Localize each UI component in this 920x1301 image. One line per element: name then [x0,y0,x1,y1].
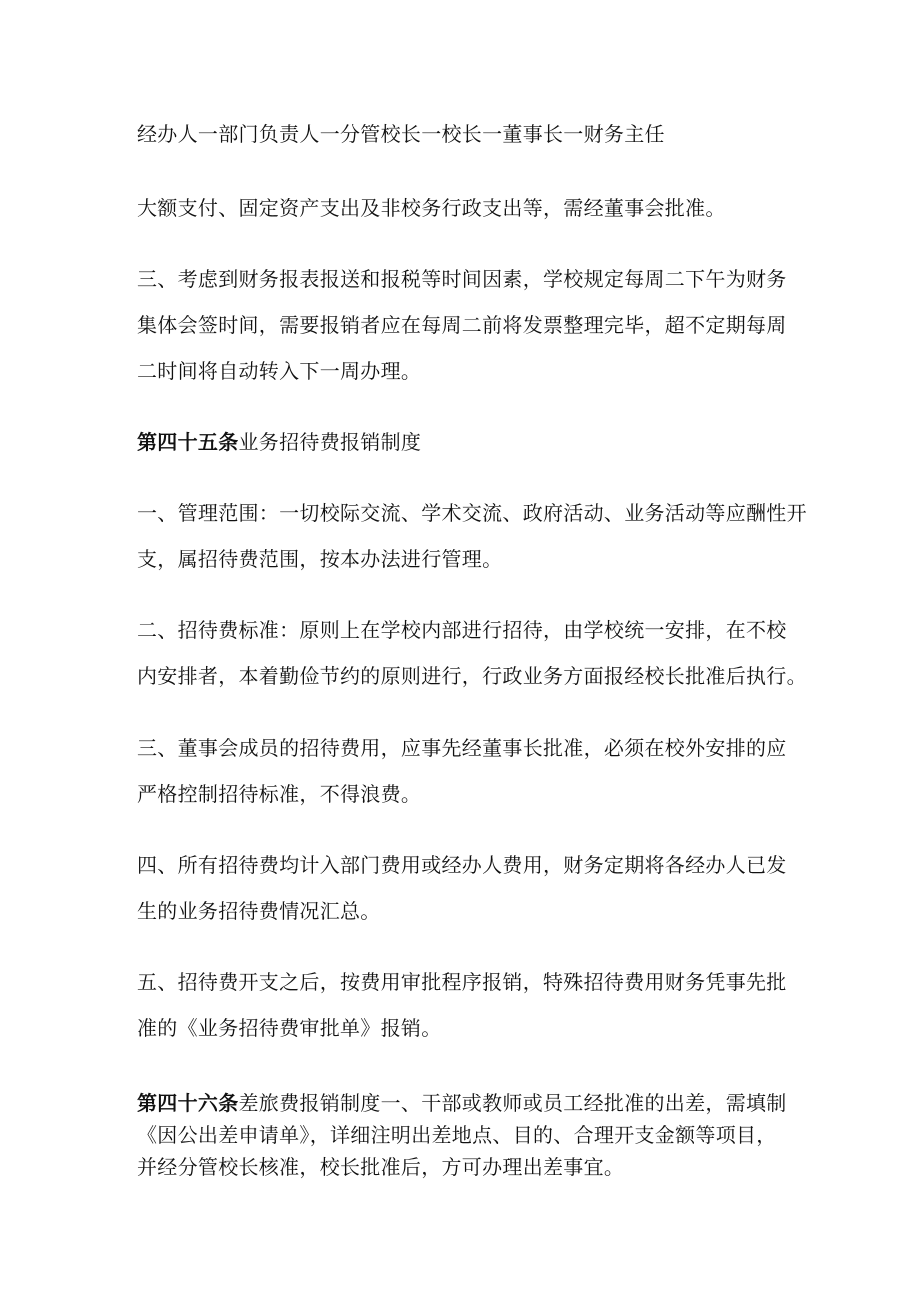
text-line: 严格控制招待标准，不得浪费。 [137,782,422,806]
text-line: 内安排者，本着勤俭节约的原则进行，行政业务方面报经校长批准后执行。 [137,664,807,688]
text-line: 准的《业务招待费审批单》报销。 [137,1016,442,1040]
text-line: 《因公出差申请单》，详细注明出差地点、目的、合理开支金额等项目， [137,1123,777,1147]
article-45-title: 业务招待费报销制度 [238,430,422,454]
text-line: 集体会签时间，需要报销者应在每周二前将发票整理完毕，超不定期每周 [137,313,787,337]
text-line: 二时间将自动转入下一周办理。 [137,359,422,383]
text-line: 五、招待费开支之后，按费用审批程序报销，特殊招待费用财务凭事先批 [137,970,787,994]
text-line: 并经分管校长核准，校长批准后，方可办理出差事宜。 [137,1155,625,1179]
text-line: 三、考虑到财务报表报送和报税等时间因素，学校规定每周二下午为财务 [137,267,787,291]
text-line: 大额支付、固定资产支出及非校务行政支出等，需经董事会批准。 [137,196,726,220]
text-line: 生的业务招待费情况汇总。 [137,899,381,923]
text-line: 支，属招待费范围，按本办法进行管理。 [137,547,503,571]
text-line: 四、所有招待费均计入部门费用或经办人费用，财务定期将各经办人已发 [137,853,787,877]
article-45-heading [137,430,817,454]
article-46-text: 差旅费报销制度一、干部或教师或员工经批准的出差，需填制 [238,1091,787,1115]
text-line: 二、招待费标准：原则上在学校内部进行招待，由学校统一安排，在不校 [137,618,787,642]
text-line: 经办人一部门负责人一分管校长一校长一董事长一财务主任 [137,122,665,146]
text-line: 一、管理范围：一切校际交流、学术交流、政府活动、业务活动等应酬性开 [137,501,807,525]
text-line: 三、董事会成员的招待费用，应事先经董事长批准，必须在校外安排的应 [137,736,787,760]
article-45-number: 第四十五条 [137,430,239,454]
article-46-heading [137,1091,817,1115]
article-46-number: 第四十六条 [137,1091,239,1115]
